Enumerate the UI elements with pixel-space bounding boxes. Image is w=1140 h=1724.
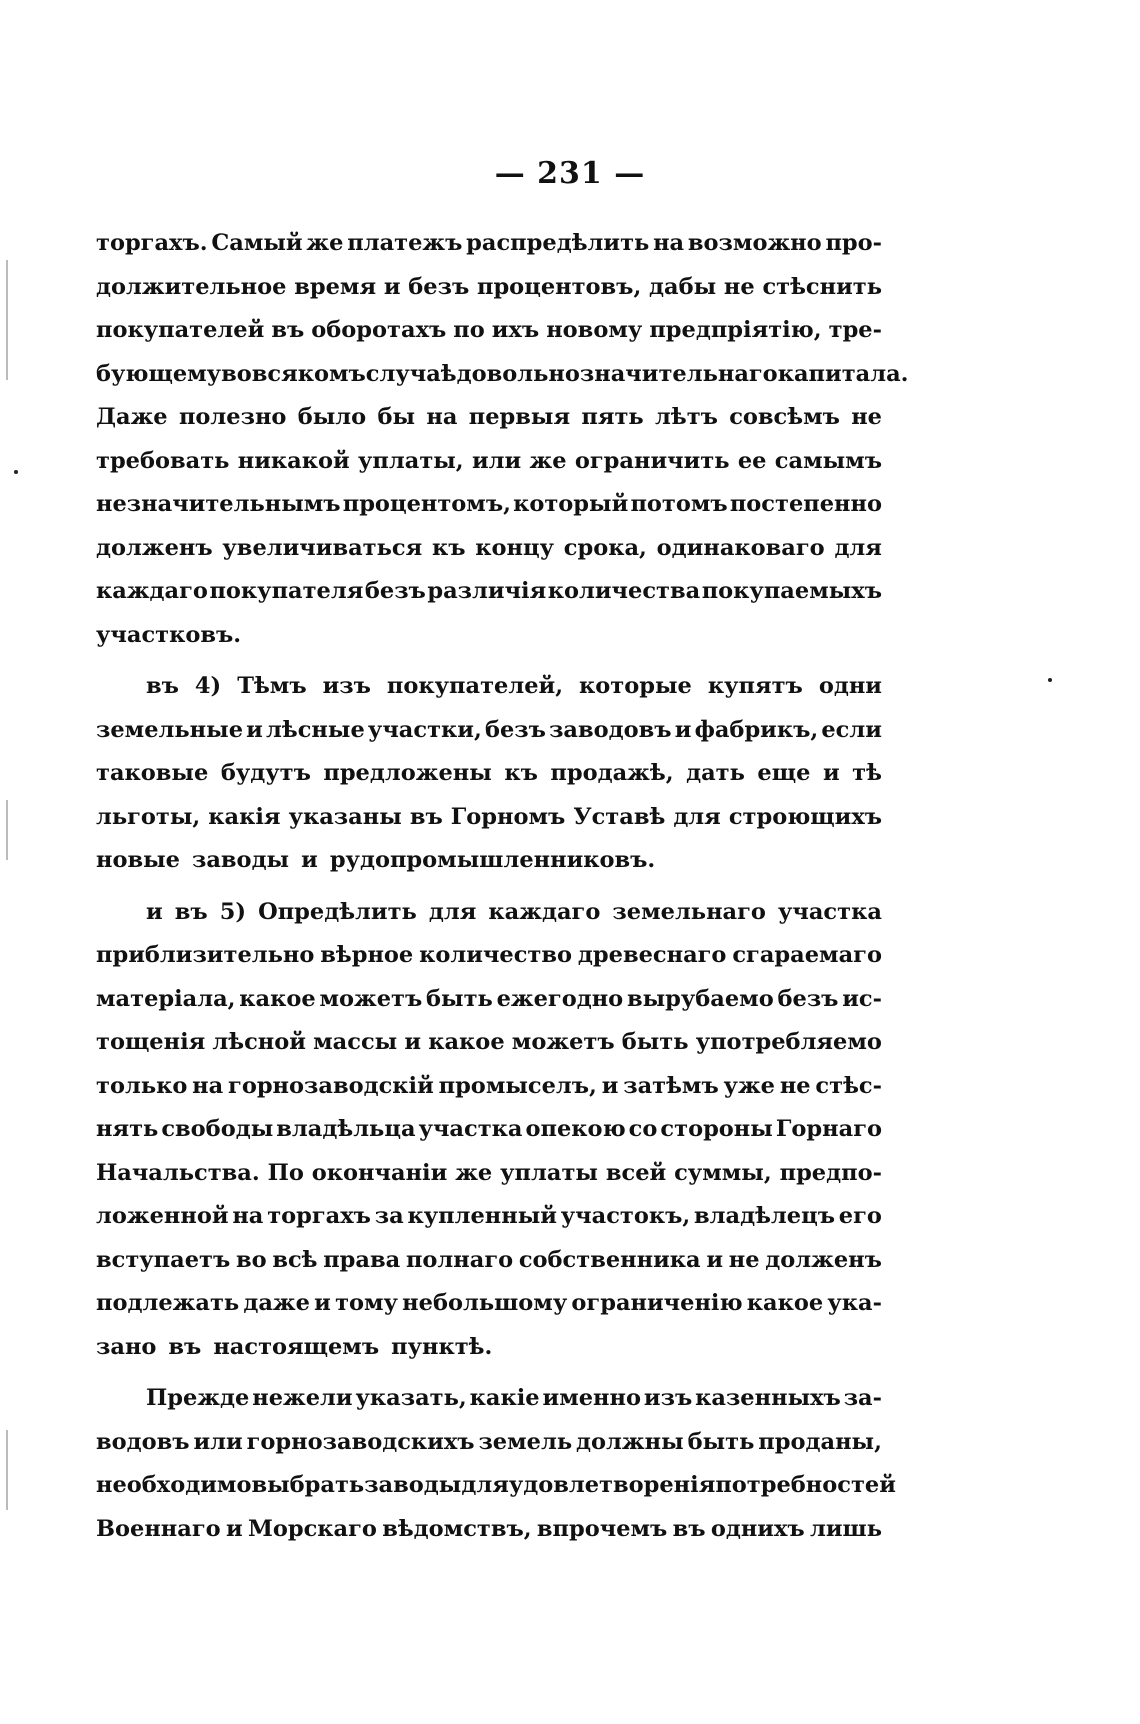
word: по	[453, 317, 485, 343]
paragraph-gap	[96, 1369, 882, 1377]
word: никакой	[237, 447, 350, 474]
text-line	[96, 1021, 882, 1065]
word: земель	[478, 1428, 573, 1455]
paragraph	[96, 665, 882, 883]
word: Горнаго	[775, 1116, 882, 1142]
word: какіе	[469, 1385, 540, 1411]
word: было	[297, 404, 367, 430]
text-line	[96, 796, 882, 840]
word: значительнаго	[579, 360, 778, 387]
word: покупаемыхъ	[701, 578, 882, 604]
word: права	[323, 1246, 401, 1273]
word: бы	[377, 404, 416, 430]
word: заводы	[191, 847, 290, 873]
word: вступаетъ	[96, 1246, 231, 1273]
word: матеріала,	[96, 985, 236, 1012]
word: въ	[168, 1333, 202, 1360]
word: будутъ	[220, 760, 311, 786]
word: Горномъ	[450, 803, 566, 830]
paragraph	[96, 1377, 896, 1551]
word: потребностей	[715, 1472, 896, 1498]
text-line	[96, 396, 882, 440]
word: вѣдомствъ,	[382, 1515, 532, 1542]
word: если	[821, 716, 882, 743]
word: строющихъ	[728, 803, 882, 830]
word: именно	[542, 1385, 641, 1411]
word: лишь	[809, 1515, 882, 1542]
word: платежъ	[347, 230, 463, 256]
word: и	[674, 716, 692, 743]
word: въ	[409, 803, 443, 830]
text-line	[96, 1108, 882, 1152]
word: купятъ	[707, 673, 803, 699]
word: только	[96, 1072, 188, 1099]
word: и	[246, 716, 263, 743]
word: небольшому	[402, 1290, 568, 1316]
word: Даже	[96, 404, 168, 430]
word: быть	[621, 1029, 689, 1055]
word: въ	[672, 1515, 706, 1542]
word: для	[834, 534, 882, 561]
word: самымъ	[774, 447, 882, 474]
word: Самый	[211, 230, 303, 256]
word: торгахъ.	[96, 230, 208, 256]
word: Военнаго	[96, 1515, 221, 1542]
word: лѣсные	[266, 716, 365, 743]
word: возможно	[687, 230, 822, 256]
word: 4)	[194, 673, 222, 699]
word: суммы,	[674, 1159, 772, 1186]
paragraph	[96, 891, 882, 1370]
word: новому	[546, 317, 643, 343]
word: уплаты	[500, 1159, 598, 1186]
word: долженъ	[765, 1246, 882, 1273]
word: казенныхъ	[695, 1385, 841, 1411]
word: приблизительно	[96, 942, 315, 968]
word: сгараемаго	[732, 942, 882, 968]
text-line	[96, 222, 882, 266]
word: на	[232, 1203, 264, 1229]
page-number: — 231 —	[494, 156, 646, 191]
word: продажѣ,	[550, 760, 674, 786]
word: окончаніи	[311, 1159, 448, 1186]
word: потомъ	[630, 491, 728, 517]
word: настоящемъ	[213, 1333, 380, 1360]
word: древеснаго	[577, 942, 727, 968]
word: увеличиваться	[222, 534, 423, 561]
word: первыя	[468, 404, 571, 430]
text-line	[96, 1282, 882, 1326]
text-line	[96, 665, 882, 709]
word: безъ	[364, 578, 426, 604]
word: 5)	[219, 898, 247, 925]
word: въ	[174, 898, 208, 925]
word: владѣлецъ	[694, 1203, 835, 1229]
word: должны	[576, 1428, 684, 1455]
word: покупателей	[96, 317, 265, 343]
word: ограничить	[574, 447, 730, 474]
word: необходимо	[96, 1472, 252, 1498]
word: рудопромышленниковъ.	[329, 847, 656, 873]
word: въ	[146, 673, 179, 699]
word: пунктѣ.	[391, 1333, 493, 1360]
text-line	[96, 1508, 882, 1552]
scan-speck	[1048, 678, 1052, 682]
word: время	[294, 273, 377, 300]
word: же	[529, 447, 567, 474]
word: каждаго	[488, 898, 601, 925]
text-line	[96, 752, 882, 796]
text-line	[96, 1377, 882, 1421]
word: ис-	[842, 985, 882, 1012]
word: вырубаемо	[626, 985, 774, 1012]
word: вѣрное	[320, 942, 414, 968]
text-line	[96, 309, 882, 353]
word: тощенія	[96, 1029, 206, 1055]
word: покупателей,	[386, 673, 564, 699]
text-line	[96, 266, 882, 310]
word: лѣтъ	[655, 404, 718, 430]
word: къ	[431, 534, 466, 561]
word: указаны	[288, 803, 402, 830]
word: оборотахъ	[311, 317, 447, 343]
text-line	[96, 353, 909, 397]
text-line	[96, 891, 882, 935]
text-line	[96, 1464, 896, 1508]
word: же	[455, 1159, 493, 1186]
word: процентомъ,	[342, 491, 511, 517]
word: впрочемъ	[536, 1515, 668, 1542]
word: ложенной	[96, 1203, 229, 1229]
word: стѣснить	[762, 273, 882, 300]
word: заводовъ	[549, 716, 672, 743]
word: купленный	[407, 1203, 557, 1229]
word: изъ	[322, 673, 371, 699]
word: должительное	[96, 273, 287, 300]
word: новые	[96, 847, 180, 873]
text-line	[96, 709, 882, 753]
word: ограниченію	[571, 1290, 743, 1316]
word: Прежде	[146, 1385, 250, 1411]
word: въ	[271, 317, 305, 343]
word: пять	[581, 404, 644, 430]
word: свободы	[161, 1116, 274, 1142]
word: владѣльца	[276, 1116, 416, 1142]
text-line	[96, 934, 882, 978]
word: и	[383, 273, 401, 300]
word: каждаго	[96, 578, 208, 604]
text-line	[96, 1421, 882, 1465]
word: довольно	[456, 360, 580, 387]
word: затѣмъ	[623, 1072, 719, 1099]
word: массы	[313, 1029, 398, 1055]
paragraph-gap	[96, 657, 882, 665]
word: употребляемо	[695, 1029, 882, 1055]
word: на	[426, 404, 458, 430]
word: безъ	[484, 716, 546, 743]
word: безъ	[777, 985, 839, 1012]
text-line	[96, 839, 882, 883]
word: тре-	[828, 317, 882, 343]
word: заводы	[364, 1472, 462, 1498]
word: предпріятію,	[649, 317, 822, 343]
margin-line	[6, 1430, 8, 1510]
word: совсѣмъ	[729, 404, 840, 430]
word: не	[728, 1246, 760, 1273]
word: и	[404, 1029, 422, 1055]
word: тѣ	[852, 760, 882, 786]
word: какія	[208, 803, 281, 830]
word: процентовъ,	[476, 273, 642, 300]
word: участокъ,	[560, 1203, 691, 1229]
word: стороны	[660, 1116, 773, 1142]
word: всякомъ	[251, 360, 366, 387]
word: предпо-	[779, 1159, 882, 1186]
word: покупателя	[209, 578, 364, 604]
text-line	[96, 1239, 882, 1283]
word: полнаго	[405, 1246, 514, 1273]
word: на	[653, 230, 685, 256]
word: можетъ	[319, 985, 423, 1012]
word: не	[851, 404, 882, 430]
word: который	[513, 491, 629, 517]
text-line	[96, 527, 882, 571]
word: дать	[686, 760, 745, 786]
word: для	[461, 1472, 509, 1498]
word: уже	[723, 1072, 775, 1099]
word: всѣ	[272, 1246, 318, 1273]
word: капитала.	[777, 360, 909, 387]
word: постепенно	[729, 491, 882, 517]
word: безъ	[408, 273, 470, 300]
word: удовлетворенія	[508, 1472, 716, 1498]
word: еще	[757, 760, 811, 786]
word: указать,	[355, 1385, 467, 1411]
word: участковъ.	[96, 621, 242, 648]
margin-line	[6, 260, 8, 380]
word: со	[628, 1116, 658, 1142]
word: и	[225, 1515, 243, 1542]
text-line	[96, 1065, 882, 1109]
text-line	[96, 1152, 882, 1196]
word: одни	[818, 673, 882, 699]
word: на	[192, 1072, 224, 1099]
word: бующему	[96, 360, 222, 387]
word: не	[723, 273, 755, 300]
scan-speck	[14, 470, 18, 474]
word: количества	[547, 578, 701, 604]
word: различія	[427, 578, 547, 604]
text-line	[96, 440, 882, 484]
word: таковые	[96, 760, 209, 786]
margin-line	[6, 800, 8, 860]
word: опекою	[525, 1116, 626, 1142]
word: нежели	[252, 1385, 353, 1411]
word: во	[221, 360, 252, 387]
word: во	[235, 1246, 267, 1273]
word: горнозаводскій	[228, 1072, 434, 1099]
word: Уставѣ	[573, 803, 666, 830]
word: дабы	[649, 273, 717, 300]
word: его	[838, 1203, 882, 1229]
word: ука-	[827, 1290, 882, 1316]
paragraph	[96, 222, 909, 657]
word: распредѣлить	[466, 230, 650, 256]
word: тому	[335, 1290, 398, 1316]
word: ихъ	[491, 317, 540, 343]
word: даже	[243, 1290, 310, 1316]
word: случаѣ	[365, 360, 457, 387]
word: выбрать	[251, 1472, 365, 1498]
word: срока,	[563, 534, 647, 561]
word: количество	[419, 942, 573, 968]
text-line	[96, 1326, 882, 1370]
word: земельные	[96, 716, 244, 743]
word: и	[314, 1290, 331, 1316]
word: всей	[605, 1159, 667, 1186]
word: ее	[737, 447, 767, 474]
word: зано	[96, 1333, 157, 1360]
word: промыселъ,	[438, 1072, 597, 1099]
word: По	[267, 1159, 304, 1186]
word: одинаковаго	[656, 534, 825, 561]
word: стѣс-	[815, 1072, 882, 1099]
word: или	[471, 447, 522, 474]
word: Опредѣлить	[258, 898, 417, 925]
text-line	[96, 978, 882, 1022]
word: уплаты,	[358, 447, 464, 474]
word: проданы,	[758, 1428, 882, 1455]
word: торгахъ	[267, 1203, 371, 1229]
word: за-	[843, 1385, 882, 1411]
word: которые	[579, 673, 692, 699]
word: предложены	[323, 760, 492, 786]
word: долженъ	[96, 534, 213, 561]
word: и	[146, 898, 163, 925]
word: можетъ	[511, 1029, 615, 1055]
word: участка	[777, 898, 882, 925]
word: и	[822, 760, 840, 786]
word: горнозаводскихъ	[246, 1428, 475, 1455]
word: какое	[746, 1290, 824, 1316]
word: незначительнымъ	[96, 491, 341, 517]
word: водовъ	[96, 1428, 190, 1455]
word: какое	[428, 1029, 505, 1055]
word: требовать	[96, 447, 230, 474]
word: какое	[239, 985, 316, 1012]
body-text	[96, 222, 909, 1551]
word: собственника	[518, 1246, 701, 1273]
word: быть	[687, 1428, 755, 1455]
word: быть	[426, 985, 493, 1012]
text-line	[96, 570, 882, 614]
word: или	[193, 1428, 243, 1455]
word: участки,	[367, 716, 482, 743]
word: льготы,	[96, 803, 201, 830]
word: для	[673, 803, 721, 830]
word: Начальства.	[96, 1159, 260, 1186]
word: про-	[825, 230, 882, 256]
word: за	[374, 1203, 404, 1229]
word: и	[301, 847, 318, 873]
word: лѣсной	[212, 1029, 306, 1055]
word: земельнаго	[612, 898, 766, 925]
word: концу	[475, 534, 555, 561]
paragraph-gap	[96, 883, 882, 891]
word: подлежать	[96, 1290, 240, 1316]
word: для	[428, 898, 477, 925]
word: изъ	[643, 1385, 693, 1411]
text-line	[96, 614, 882, 658]
word: фабрикъ,	[694, 716, 819, 743]
word: и	[706, 1246, 724, 1273]
word: однихъ	[710, 1515, 805, 1542]
word: Морскаго	[247, 1515, 377, 1542]
word: и	[601, 1072, 619, 1099]
word: полезно	[178, 404, 287, 430]
word: участка	[418, 1116, 523, 1142]
word: не	[779, 1072, 811, 1099]
word: же	[306, 230, 344, 256]
text-line	[96, 1195, 882, 1239]
word: ежегодно	[496, 985, 624, 1012]
text-line	[96, 483, 882, 527]
word: къ	[504, 760, 538, 786]
word: Тѣмъ	[237, 673, 307, 699]
word: нять	[96, 1116, 159, 1142]
